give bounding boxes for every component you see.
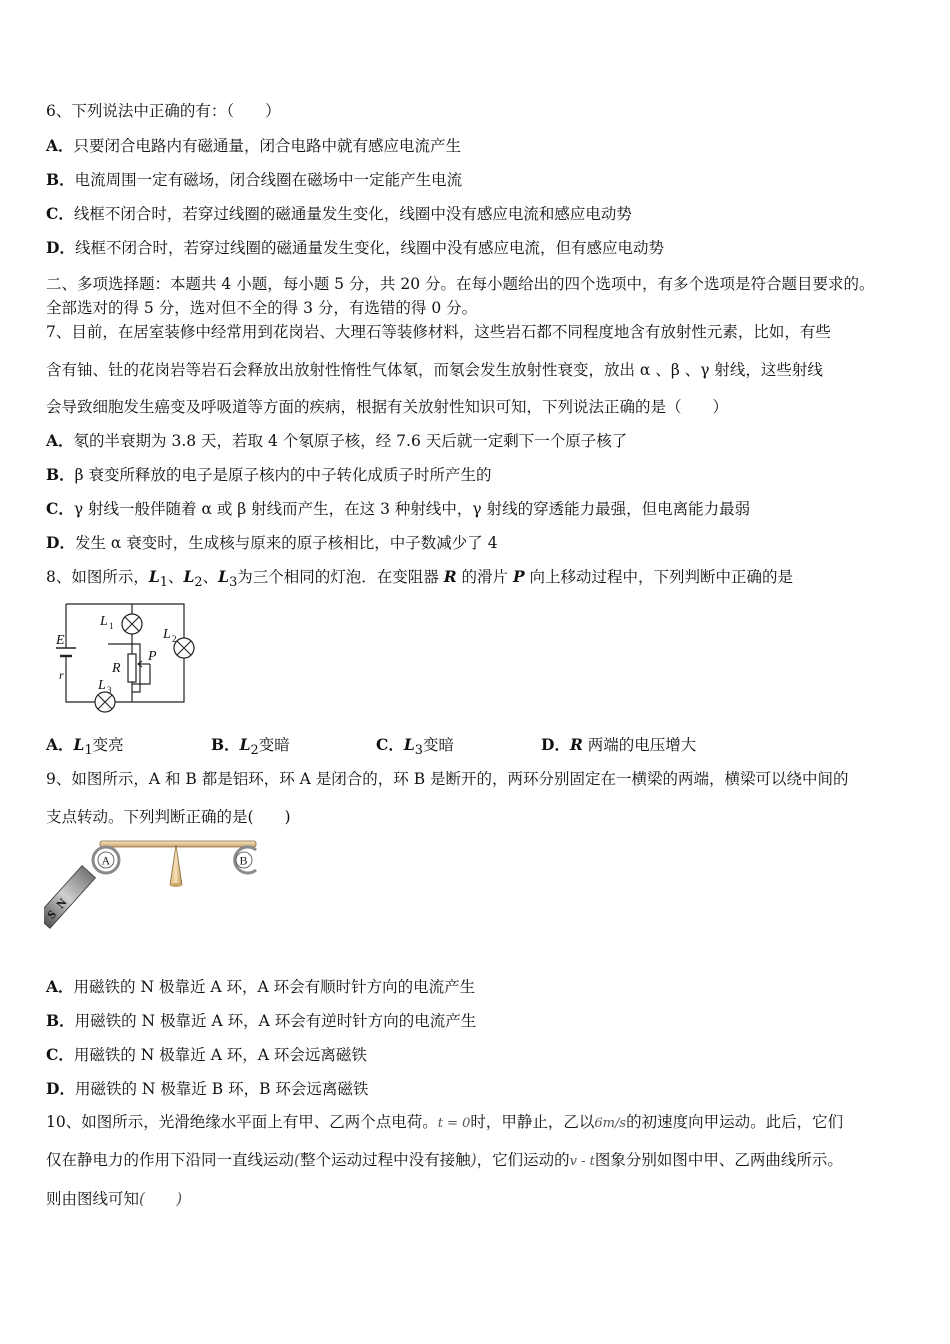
text: 整个运动过程中没有接触 xyxy=(300,1151,471,1169)
option-label: A． xyxy=(46,136,74,155)
text: 仅在静电力的作用下沿同一直线运动 xyxy=(46,1151,295,1169)
q6-option-d xyxy=(46,238,664,258)
var-l2: L xyxy=(183,567,195,586)
option-text: 变暗 xyxy=(258,736,290,754)
option-label: C． xyxy=(46,499,74,518)
option-label: B． xyxy=(46,170,75,189)
q9-stem-line2: 支点转动。下列判断正确的是( ) xyxy=(46,808,291,826)
option-text: 变亮 xyxy=(92,736,124,754)
q7-stem-line2: 含有铀、钍的花岗岩等岩石会释放出放射性惰性气体氡，而氡会发生放射性衰变，放出 α 、β 、γ 射线，这些射线 xyxy=(46,361,823,379)
option-text: 用磁铁的 N 极靠近 B 环，B 环会远离磁铁 xyxy=(74,1080,369,1098)
q8-option-c xyxy=(376,735,454,761)
option-text: 氡的半衰期为 3.8 天，若取 4 个氡原子核，经 7.6 天后就一定剩下一个原子核了 xyxy=(73,432,628,450)
sub: 1 xyxy=(84,743,93,759)
option-text: 用磁铁的 N 极靠近 A 环，A 环会有顺时针方向的电流产生 xyxy=(73,978,476,996)
option-text: γ 射线一般伴随着 α 或 β 射线而产生，在这 3 种射线中，γ 射线的穿透能力最强，但电离能力最弱 xyxy=(73,500,751,518)
label-l2: L xyxy=(163,627,171,642)
pivot-base xyxy=(170,883,182,887)
q8-option-d xyxy=(541,735,696,755)
math-vt: v - t xyxy=(569,1154,595,1169)
math-speed: 6m/s xyxy=(594,1116,627,1131)
var-l1: L xyxy=(148,567,160,586)
sub: 1 xyxy=(159,575,168,591)
text: 的初速度向甲运动。此后，它们 xyxy=(626,1113,844,1131)
bar-magnet xyxy=(44,866,95,929)
q10-stem-line3 xyxy=(46,1189,182,1209)
option-text: 发生 α 衰变时，生成核与原来的原子核相比，中子数减少了 4 xyxy=(74,534,498,552)
wire xyxy=(108,634,132,644)
ring-a-label: A xyxy=(101,853,111,868)
q9-option-b xyxy=(46,1011,476,1031)
option-label: D． xyxy=(46,238,75,257)
option-label: B． xyxy=(46,1011,75,1030)
sub: 3 xyxy=(229,575,238,591)
text: 图象分别如图中甲、乙两曲线所示。 xyxy=(594,1151,843,1169)
text: ，它们运动的 xyxy=(476,1151,570,1169)
label-l1-sub: 1 xyxy=(109,621,114,631)
q9-option-a xyxy=(46,977,475,997)
label-l1: L xyxy=(100,614,108,629)
q6-option-c xyxy=(46,204,632,224)
option-text: 电流周围一定有磁场，闭合线圈在磁场中一定能产生电流 xyxy=(74,171,463,189)
q7-option-a xyxy=(46,431,627,451)
option-text: 用磁铁的 N 极靠近 A 环，A 环会有逆时针方向的电流产生 xyxy=(74,1012,477,1030)
text: 、 xyxy=(168,568,184,586)
label-e: E xyxy=(56,633,65,648)
math-answer-paren: ( ) xyxy=(139,1190,183,1208)
q9-option-c xyxy=(46,1045,367,1065)
rings-figure xyxy=(44,835,274,930)
label-p: P xyxy=(148,649,157,664)
option-label: A． xyxy=(46,735,74,754)
option-text: 线框不闭合时，若穿过线圈的磁通量发生变化，线圈中没有感应电流和感应电动势 xyxy=(73,205,632,223)
q7-option-c xyxy=(46,499,750,519)
q8-option-a xyxy=(46,735,124,761)
section2-line2: 全部选对的得 5 分，选对但不全的得 3 分，有选错的得 0 分。 xyxy=(46,299,478,317)
var-l3: L xyxy=(218,567,230,586)
text: 8、如图所示， xyxy=(46,568,149,586)
option-label: B． xyxy=(46,465,75,484)
math-paren: ) xyxy=(470,1151,477,1169)
option-text: 用磁铁的 N 极靠近 A 环，A 环会远离磁铁 xyxy=(73,1046,367,1064)
option-label: A． xyxy=(46,977,74,996)
q6-option-a xyxy=(46,136,461,156)
option-label: C． xyxy=(376,735,404,754)
text: 的滑片 xyxy=(456,568,513,586)
label-l2-sub: 2 xyxy=(172,634,177,644)
label-l3-sub: 3 xyxy=(107,685,112,695)
text: 为三个相同的灯泡．在变阻器 xyxy=(237,568,444,586)
option-label: B． xyxy=(211,735,240,754)
sub: 2 xyxy=(250,743,259,759)
q7-option-b xyxy=(46,465,492,485)
option-label: D． xyxy=(46,1079,75,1098)
math-t0: t = 0 xyxy=(437,1116,471,1131)
option-text: 变暗 xyxy=(422,736,454,754)
magnet-n-label: N xyxy=(53,895,70,912)
q7-option-d xyxy=(46,533,498,553)
var-r: R xyxy=(443,567,457,586)
option-label: D． xyxy=(541,735,570,754)
label-r: R xyxy=(112,661,121,676)
q8-stem xyxy=(46,567,793,593)
label-r-internal: r xyxy=(59,668,64,682)
beam xyxy=(100,841,256,847)
q9-stem-line1: 9、如图所示，A 和 B 都是铝环，环 A 是闭合的，环 B 是断开的，两环分别固定在一横梁的两端，横梁可以绕中间的 xyxy=(46,770,849,788)
option-label: C． xyxy=(46,1045,74,1064)
option-var: L xyxy=(73,735,85,754)
label-l3: L xyxy=(98,678,106,693)
q10-stem-line1 xyxy=(46,1112,843,1134)
q10-stem-line2 xyxy=(46,1150,843,1172)
option-var: R xyxy=(569,735,583,754)
text: 时，甲静止，乙以 xyxy=(470,1113,595,1131)
wire xyxy=(66,664,96,702)
option-label: C． xyxy=(46,204,74,223)
text: 向上移动过程中，下列判断中正确的是 xyxy=(524,568,794,586)
circuit-diagram xyxy=(50,594,210,718)
section2-line1: 二、多项选择题：本题共 4 小题，每小题 5 分，共 20 分。在每小题给出的四个选项中，有多个选项是符合题目要求的。 xyxy=(46,275,875,293)
option-var: L xyxy=(403,735,415,754)
text: 、 xyxy=(202,568,219,586)
resistor xyxy=(128,654,136,682)
option-text: 两端的电压增大 xyxy=(582,736,697,754)
q9-option-d xyxy=(46,1079,368,1099)
q6-option-b xyxy=(46,170,462,190)
magnet-s-label: S xyxy=(44,907,60,922)
option-label: D． xyxy=(46,533,75,552)
option-text: 只要闭合电路内有磁通量，闭合电路中就有感应电流产生 xyxy=(73,137,462,155)
option-text: β 衰变所释放的电子是原子核内的中子转化成质子时所产生的 xyxy=(74,466,492,484)
q8-option-b xyxy=(211,735,290,761)
q7-stem-line3: 会导致细胞发生癌变及呼吸道等方面的疾病，根据有关放射性知识可知，下列说法正确的是（ ） xyxy=(46,398,729,416)
sub: 3 xyxy=(414,743,423,759)
sub: 2 xyxy=(194,575,203,591)
q6-stem: 6、下列说法中正确的有：（ ） xyxy=(46,102,281,120)
var-p: P xyxy=(512,567,525,586)
math-paren: ( xyxy=(294,1151,301,1169)
text: 则由图线可知 xyxy=(46,1190,140,1208)
text: 10、如图所示，光滑绝缘水平面上有甲、乙两个点电荷。 xyxy=(46,1113,438,1131)
option-text: 线框不闭合时，若穿过线圈的磁通量发生变化，线圈中没有感应电流，但有感应电动势 xyxy=(74,239,664,257)
pivot xyxy=(170,845,182,885)
ring-b-label: B xyxy=(239,853,248,868)
option-label: A． xyxy=(46,431,74,450)
q7-stem-line1: 7、目前，在居室装修中经常用到花岗岩、大理石等装修材料，这些岩石都不同程度地含有放射性元素，比如，有些 xyxy=(46,323,831,341)
option-var: L xyxy=(239,735,251,754)
